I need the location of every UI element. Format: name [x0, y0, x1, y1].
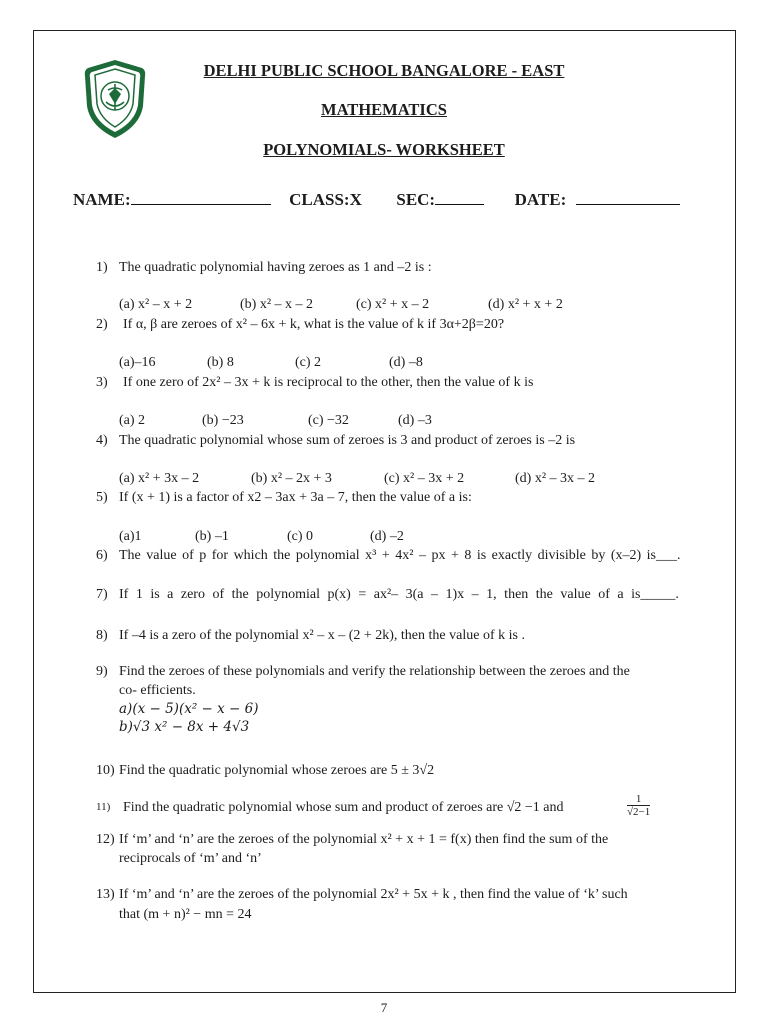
- page-number: 7: [380, 1000, 388, 1015]
- question-13-text-line2: that (m + n)² − mn = 24: [119, 907, 252, 922]
- option-c: (c) x² – 3x + 2: [384, 471, 465, 486]
- option-c: (c) 2: [295, 355, 322, 370]
- option-c: (c) 0: [287, 529, 314, 544]
- question-12-number: 12): [96, 832, 115, 847]
- question-6-number: 6): [96, 548, 108, 563]
- question-text: The quadratic polynomial having zeroes as 1 and –2 is :: [119, 260, 432, 275]
- option-b: (b) 8: [207, 355, 234, 370]
- question-9-number: 9): [96, 664, 108, 679]
- question-12-text-line2: reciprocals of ‘m’ and ‘n’: [119, 851, 262, 866]
- class-label: CLASS:X: [289, 190, 362, 209]
- question-7-number: 7): [96, 587, 108, 602]
- fraction-numerator: 1: [627, 793, 650, 806]
- date-label: DATE:: [514, 190, 567, 209]
- option-a: (a)–16: [119, 355, 156, 370]
- date-blank[interactable]: [576, 190, 680, 205]
- option-d: (d) –8: [389, 355, 423, 370]
- subject-title: MATHEMATICS: [321, 100, 447, 119]
- option-d: (d) x² – 3x – 2: [515, 471, 596, 486]
- question-6-text: The value of p for which the polynomial x³ + 4x² – px + 8 is exactly divisible by (x–2) is___.: [119, 548, 681, 563]
- student-info-row: [73, 190, 680, 210]
- worksheet-title: POLYNOMIALS- WORKSHEET: [263, 140, 505, 159]
- name-blank[interactable]: [131, 190, 271, 205]
- question-13-text-line1: If ‘m’ and ‘n’ are the zeroes of the polynomial 2x² + 5x + k , then find the value of ‘k’ such: [119, 887, 628, 902]
- option-b: (b) –1: [195, 529, 229, 544]
- option-d: (d) –3: [398, 413, 432, 428]
- question-8-text: If –4 is a zero of the polynomial x² – x – (2 + 2k), then the value of k is .: [119, 628, 525, 643]
- question-8-number: 8): [96, 628, 108, 643]
- question-7-text: If 1 is a zero of the polynomial p(x) = ax²– 3(a – 1)x – 1, then the value of a is_____.: [119, 587, 679, 602]
- question-11-text: Find the quadratic polynomial whose sum and product of zeroes are √2 −1 and: [123, 800, 564, 815]
- question-3-number: 3): [96, 375, 108, 390]
- question-5-text: If (x + 1) is a factor of x2 – 3ax + 3a – 7, then the value of a is:: [119, 490, 472, 505]
- option-c: (c) −32: [308, 413, 349, 428]
- school-name: DELHI PUBLIC SCHOOL BANGALORE - EAST: [203, 61, 565, 80]
- option-d: (d) x² + x + 2: [488, 297, 563, 312]
- option-b: (b) x² – 2x + 3: [251, 471, 332, 486]
- option-d: (d) –2: [370, 529, 404, 544]
- question-4-number: 4): [96, 433, 108, 448]
- section-blank[interactable]: [435, 190, 484, 205]
- question-9-text-line2: co- efficients.: [119, 683, 196, 698]
- question-10-number: 10): [96, 763, 115, 778]
- name-label: NAME:: [73, 190, 131, 209]
- question-4-text: The quadratic polynomial whose sum of zeroes is 3 and product of zeroes is –2 is: [119, 433, 576, 448]
- option-b: (b) x² – x – 2: [240, 297, 314, 312]
- question-number: 1): [96, 260, 108, 275]
- question-12-text-line1: If ‘m’ and ‘n’ are the zeroes of the polynomial x² + x + 1 = f(x) then find the sum of the: [119, 832, 609, 847]
- section-label: SEC:: [396, 190, 436, 209]
- option-b: (b) −23: [202, 413, 244, 428]
- fraction-denominator: √2−1: [627, 806, 651, 818]
- question-2-text: If α, β are zeroes of x² – 6x + k, what is the value of k if 3α+2β=20?: [123, 317, 505, 332]
- option-c: (c) x² + x – 2: [356, 297, 430, 312]
- page-border: [33, 30, 736, 993]
- question-5-number: 5): [96, 490, 108, 505]
- option-a: (a) 2: [119, 413, 146, 428]
- question-9-part-b: b)√3 x² − 8x + 4√3: [119, 719, 250, 735]
- question-11-number: 11): [96, 801, 111, 813]
- question-9-text-line1: Find the zeroes of these polynomials and verify the relationship between the zeroes and the: [119, 664, 630, 679]
- option-a: (a) x² + 3x – 2: [119, 471, 200, 486]
- question-10-text: Find the quadratic polynomial whose zeroes are 5 ± 3√2: [119, 763, 435, 778]
- question-11-fraction: [627, 793, 650, 818]
- option-a: (a)1: [119, 529, 142, 544]
- question-13-number: 13): [96, 887, 115, 902]
- question-3-text: If one zero of 2x² – 3x + k is reciprocal to the other, then the value of k is: [123, 375, 534, 390]
- option-a: (a) x² – x + 2: [119, 297, 193, 312]
- question-9-part-a: a)(x − 5)(x² − x − 6): [119, 701, 259, 717]
- question-2-number: 2): [96, 317, 108, 332]
